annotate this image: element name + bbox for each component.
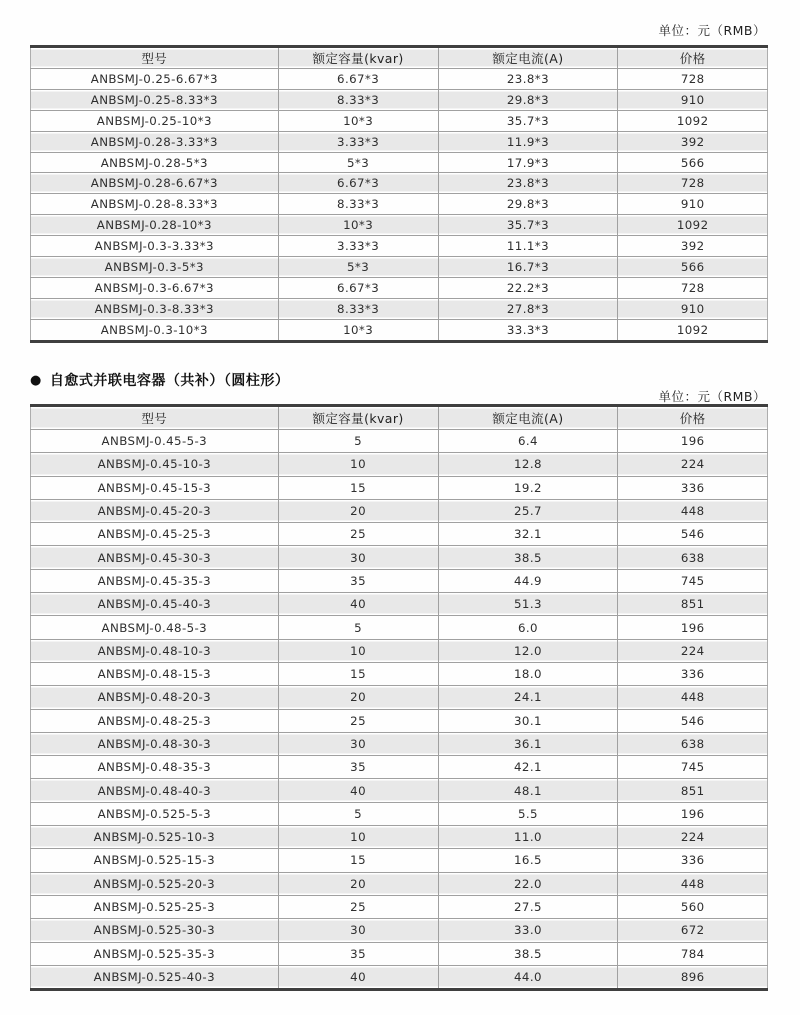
table-cell: ANBSMJ-0.525-10-3 (31, 826, 279, 849)
table-row (31, 546, 768, 569)
table-cell: 35 (278, 756, 438, 779)
table-row (31, 319, 768, 341)
table-cell: 19.2 (438, 476, 618, 499)
table-cell: 3.33*3 (278, 131, 438, 152)
table-cell: ANBSMJ-0.3-8.33*3 (31, 298, 279, 319)
table-cell: 896 (618, 965, 768, 989)
table-row (31, 69, 768, 90)
table-cell: 16.5 (438, 849, 618, 872)
table-cell: 33.3*3 (438, 319, 618, 341)
table-cell: 30.1 (438, 709, 618, 732)
table-cell: 392 (618, 236, 768, 257)
table-cell: 38.5 (438, 546, 618, 569)
table-cell: 20 (278, 499, 438, 522)
table-row (31, 849, 768, 872)
table-row (31, 131, 768, 152)
table-cell: ANBSMJ-0.25-10*3 (96, 113, 212, 128)
table-cell: 16.7*3 (438, 257, 618, 278)
table-cell: 33.0 (438, 919, 618, 942)
table-cell: 224 (618, 453, 768, 476)
table-row (31, 277, 768, 298)
price-table-1 (30, 45, 768, 343)
table-cell: 10 (278, 453, 438, 476)
table-row (31, 499, 768, 522)
table-cell: 23.8*3 (438, 69, 618, 90)
table-cell: 12.0 (438, 639, 618, 662)
table-cell: 1092 (618, 215, 768, 236)
price-table-2 (30, 404, 768, 991)
table1-header (31, 47, 768, 69)
table-cell: 448 (618, 686, 768, 709)
table-cell: ANBSMJ-0.525-25-3 (93, 900, 215, 915)
table-cell: 12.8 (438, 453, 618, 476)
table-cell: 6.67*3 (278, 277, 438, 298)
table-cell: 25 (278, 709, 438, 732)
table-row (31, 965, 768, 989)
table-row (31, 236, 768, 257)
table-row (31, 709, 768, 732)
table-cell: ANBSMJ-0.3-6.67*3 (94, 280, 214, 295)
table-cell: 40 (278, 593, 438, 616)
unit-label-table2: 单位：元（RMB） (658, 389, 766, 404)
table-cell: 728 (618, 173, 768, 194)
table-cell: 15 (278, 849, 438, 872)
table2-body (31, 430, 768, 990)
table-cell: 44.0 (438, 965, 618, 989)
bullet-icon: ● (30, 372, 42, 388)
table-row (31, 616, 768, 639)
table-cell: ANBSMJ-0.48-15-3 (97, 667, 212, 682)
table-row (31, 919, 768, 942)
table-cell: ANBSMJ-0.3-10*3 (100, 322, 208, 337)
table-cell: 11.0 (438, 826, 618, 849)
table-cell: ANBSMJ-0.3-5*3 (31, 257, 279, 278)
table-cell: 566 (618, 257, 768, 278)
table-row (31, 298, 768, 319)
table-cell: 672 (618, 919, 768, 942)
table-cell: ANBSMJ-0.525-20-3 (31, 872, 279, 895)
table-cell: 51.3 (438, 593, 618, 616)
column-header: 额定容量(kvar) (278, 47, 438, 69)
table-row (31, 826, 768, 849)
table-row (31, 523, 768, 546)
table-cell: 27.5 (438, 895, 618, 918)
table-cell: 25 (278, 523, 438, 546)
table-row (31, 779, 768, 802)
table-cell: 8.33*3 (278, 298, 438, 319)
table-row (31, 89, 768, 110)
table-cell: ANBSMJ-0.28-3.33*3 (31, 131, 279, 152)
table-row (31, 662, 768, 685)
table-cell: ANBSMJ-0.48-35-3 (97, 760, 212, 775)
table-row (31, 257, 768, 278)
table-cell: 560 (618, 895, 768, 918)
table-cell: ANBSMJ-0.45-35-3 (97, 573, 212, 588)
table-cell: 20 (278, 686, 438, 709)
table-cell: ANBSMJ-0.45-25-3 (97, 527, 212, 542)
table-cell: 35.7*3 (438, 215, 618, 236)
table-cell: 336 (618, 849, 768, 872)
unit-label-table1: 单位：元（RMB） (658, 23, 766, 38)
table-cell: 38.5 (438, 942, 618, 965)
table-cell: 196 (618, 616, 768, 639)
table-cell: 3.33*3 (278, 236, 438, 257)
table-cell: 25 (278, 895, 438, 918)
table-cell: 5 (278, 430, 438, 453)
table-cell: 1092 (618, 319, 768, 341)
table-cell: 638 (618, 546, 768, 569)
table-cell: 10*3 (278, 215, 438, 236)
table-cell: 40 (278, 779, 438, 802)
table-cell: 448 (618, 872, 768, 895)
table-cell: 10*3 (278, 110, 438, 131)
table-cell: 546 (618, 523, 768, 546)
table-cell: 10*3 (278, 319, 438, 341)
table-cell: 5*3 (278, 152, 438, 173)
table-cell: 851 (618, 779, 768, 802)
table-row (31, 756, 768, 779)
table-cell: 448 (618, 499, 768, 522)
table-cell: ANBSMJ-0.28-8.33*3 (90, 197, 218, 212)
table-cell: ANBSMJ-0.48-30-3 (31, 732, 279, 755)
table-cell: ANBSMJ-0.28-6.67*3 (31, 173, 279, 194)
table-cell: 546 (618, 709, 768, 732)
table1-body (31, 69, 768, 342)
table-cell: 224 (618, 826, 768, 849)
table-cell: 42.1 (438, 756, 618, 779)
table-cell: 196 (618, 430, 768, 453)
table-cell: 336 (618, 476, 768, 499)
table-row (31, 639, 768, 662)
table-row (31, 173, 768, 194)
table-row (31, 895, 768, 918)
table-row (31, 110, 768, 131)
table-row (31, 872, 768, 895)
table-cell: 566 (618, 152, 768, 173)
table-row (31, 194, 768, 215)
table2-header (31, 406, 768, 430)
table-cell: 32.1 (438, 523, 618, 546)
column-header: 额定电流(A) (438, 47, 618, 69)
table-cell: 11.1*3 (438, 236, 618, 257)
table-cell: 22.2*3 (438, 277, 618, 298)
table-cell: 6.67*3 (278, 69, 438, 90)
table-cell: ANBSMJ-0.45-5-3 (101, 434, 208, 449)
table-cell: 29.8*3 (438, 194, 618, 215)
table-cell: 910 (618, 194, 768, 215)
table-cell: 48.1 (438, 779, 618, 802)
table-cell: 728 (618, 69, 768, 90)
table-cell: 336 (618, 662, 768, 685)
table-row (31, 569, 768, 592)
table-cell: 728 (618, 277, 768, 298)
table-cell: 6.0 (438, 616, 618, 639)
table-cell: 40 (278, 965, 438, 989)
table-cell: 11.9*3 (438, 131, 618, 152)
table-cell: 17.9*3 (438, 152, 618, 173)
table-cell: 745 (618, 569, 768, 592)
table-cell: 196 (618, 802, 768, 825)
table-row (31, 942, 768, 965)
table-cell: 44.9 (438, 569, 618, 592)
table-row (31, 215, 768, 236)
table-cell: ANBSMJ-0.48-25-3 (97, 713, 212, 728)
table-cell: 24.1 (438, 686, 618, 709)
table-cell: 5 (278, 802, 438, 825)
table-cell: 35 (278, 942, 438, 965)
table-cell: 224 (618, 639, 768, 662)
table-cell: 30 (278, 919, 438, 942)
table-cell: ANBSMJ-0.3-3.33*3 (94, 239, 214, 254)
header-row (31, 406, 768, 430)
table-cell: ANBSMJ-0.525-35-3 (93, 946, 215, 961)
section-header (30, 370, 289, 390)
table-cell: 20 (278, 872, 438, 895)
table-cell: ANBSMJ-0.25-8.33*3 (31, 89, 279, 110)
column-header: 额定电流(A) (438, 406, 618, 430)
table-row (31, 476, 768, 499)
table-cell: ANBSMJ-0.45-15-3 (97, 480, 212, 495)
table-cell: ANBSMJ-0.48-5-3 (101, 620, 208, 635)
column-header: 价格 (618, 47, 768, 69)
table-cell: ANBSMJ-0.48-20-3 (31, 686, 279, 709)
table-cell: ANBSMJ-0.25-6.67*3 (90, 71, 218, 86)
table-cell: 25.7 (438, 499, 618, 522)
table-cell: ANBSMJ-0.48-40-3 (31, 779, 279, 802)
table-row (31, 430, 768, 453)
table-cell: 8.33*3 (278, 194, 438, 215)
table-cell: ANBSMJ-0.525-5-3 (97, 806, 212, 821)
table-cell: 1092 (618, 110, 768, 131)
table-row (31, 686, 768, 709)
table-cell: 18.0 (438, 662, 618, 685)
table-row (31, 593, 768, 616)
table-cell: 27.8*3 (438, 298, 618, 319)
table-cell: 5 (278, 616, 438, 639)
table-cell: 638 (618, 732, 768, 755)
column-header: 额定容量(kvar) (278, 406, 438, 430)
table-cell: ANBSMJ-0.45-40-3 (31, 593, 279, 616)
table-cell: 8.33*3 (278, 89, 438, 110)
table-cell: 6.67*3 (278, 173, 438, 194)
table-cell: 22.0 (438, 872, 618, 895)
table-cell: ANBSMJ-0.525-15-3 (93, 853, 215, 868)
table-cell: ANBSMJ-0.28-5*3 (100, 155, 208, 170)
table-row (31, 802, 768, 825)
table-cell: 392 (618, 131, 768, 152)
table-cell: ANBSMJ-0.45-10-3 (31, 453, 279, 476)
table-cell: 35.7*3 (438, 110, 618, 131)
table-cell: 30 (278, 732, 438, 755)
table-cell: ANBSMJ-0.525-30-3 (31, 919, 279, 942)
table-cell: 35 (278, 569, 438, 592)
section-title: 自愈式并联电容器（共补）（圆柱形） (49, 373, 290, 389)
table-cell: 15 (278, 476, 438, 499)
table-cell: 745 (618, 756, 768, 779)
column-header: 型号 (31, 47, 279, 69)
table-cell: 29.8*3 (438, 89, 618, 110)
table-cell: 6.4 (438, 430, 618, 453)
table-row (31, 732, 768, 755)
table-cell: 5.5 (438, 802, 618, 825)
column-header: 型号 (31, 406, 279, 430)
header-row (31, 47, 768, 69)
table-cell: 23.8*3 (438, 173, 618, 194)
table-cell: ANBSMJ-0.28-10*3 (31, 215, 279, 236)
table-cell: ANBSMJ-0.45-30-3 (31, 546, 279, 569)
table-cell: 10 (278, 639, 438, 662)
table-row (31, 453, 768, 476)
column-header: 价格 (618, 406, 768, 430)
table-cell: 5*3 (278, 257, 438, 278)
table-cell: 10 (278, 826, 438, 849)
table-cell: 910 (618, 89, 768, 110)
table-cell: 36.1 (438, 732, 618, 755)
table-cell: 15 (278, 662, 438, 685)
table-row (31, 152, 768, 173)
table-cell: 851 (618, 593, 768, 616)
table-cell: 910 (618, 298, 768, 319)
table-cell: 784 (618, 942, 768, 965)
table-cell: ANBSMJ-0.45-20-3 (31, 499, 279, 522)
table-cell: 30 (278, 546, 438, 569)
table-cell: ANBSMJ-0.525-40-3 (31, 965, 279, 989)
table-cell: ANBSMJ-0.48-10-3 (31, 639, 279, 662)
